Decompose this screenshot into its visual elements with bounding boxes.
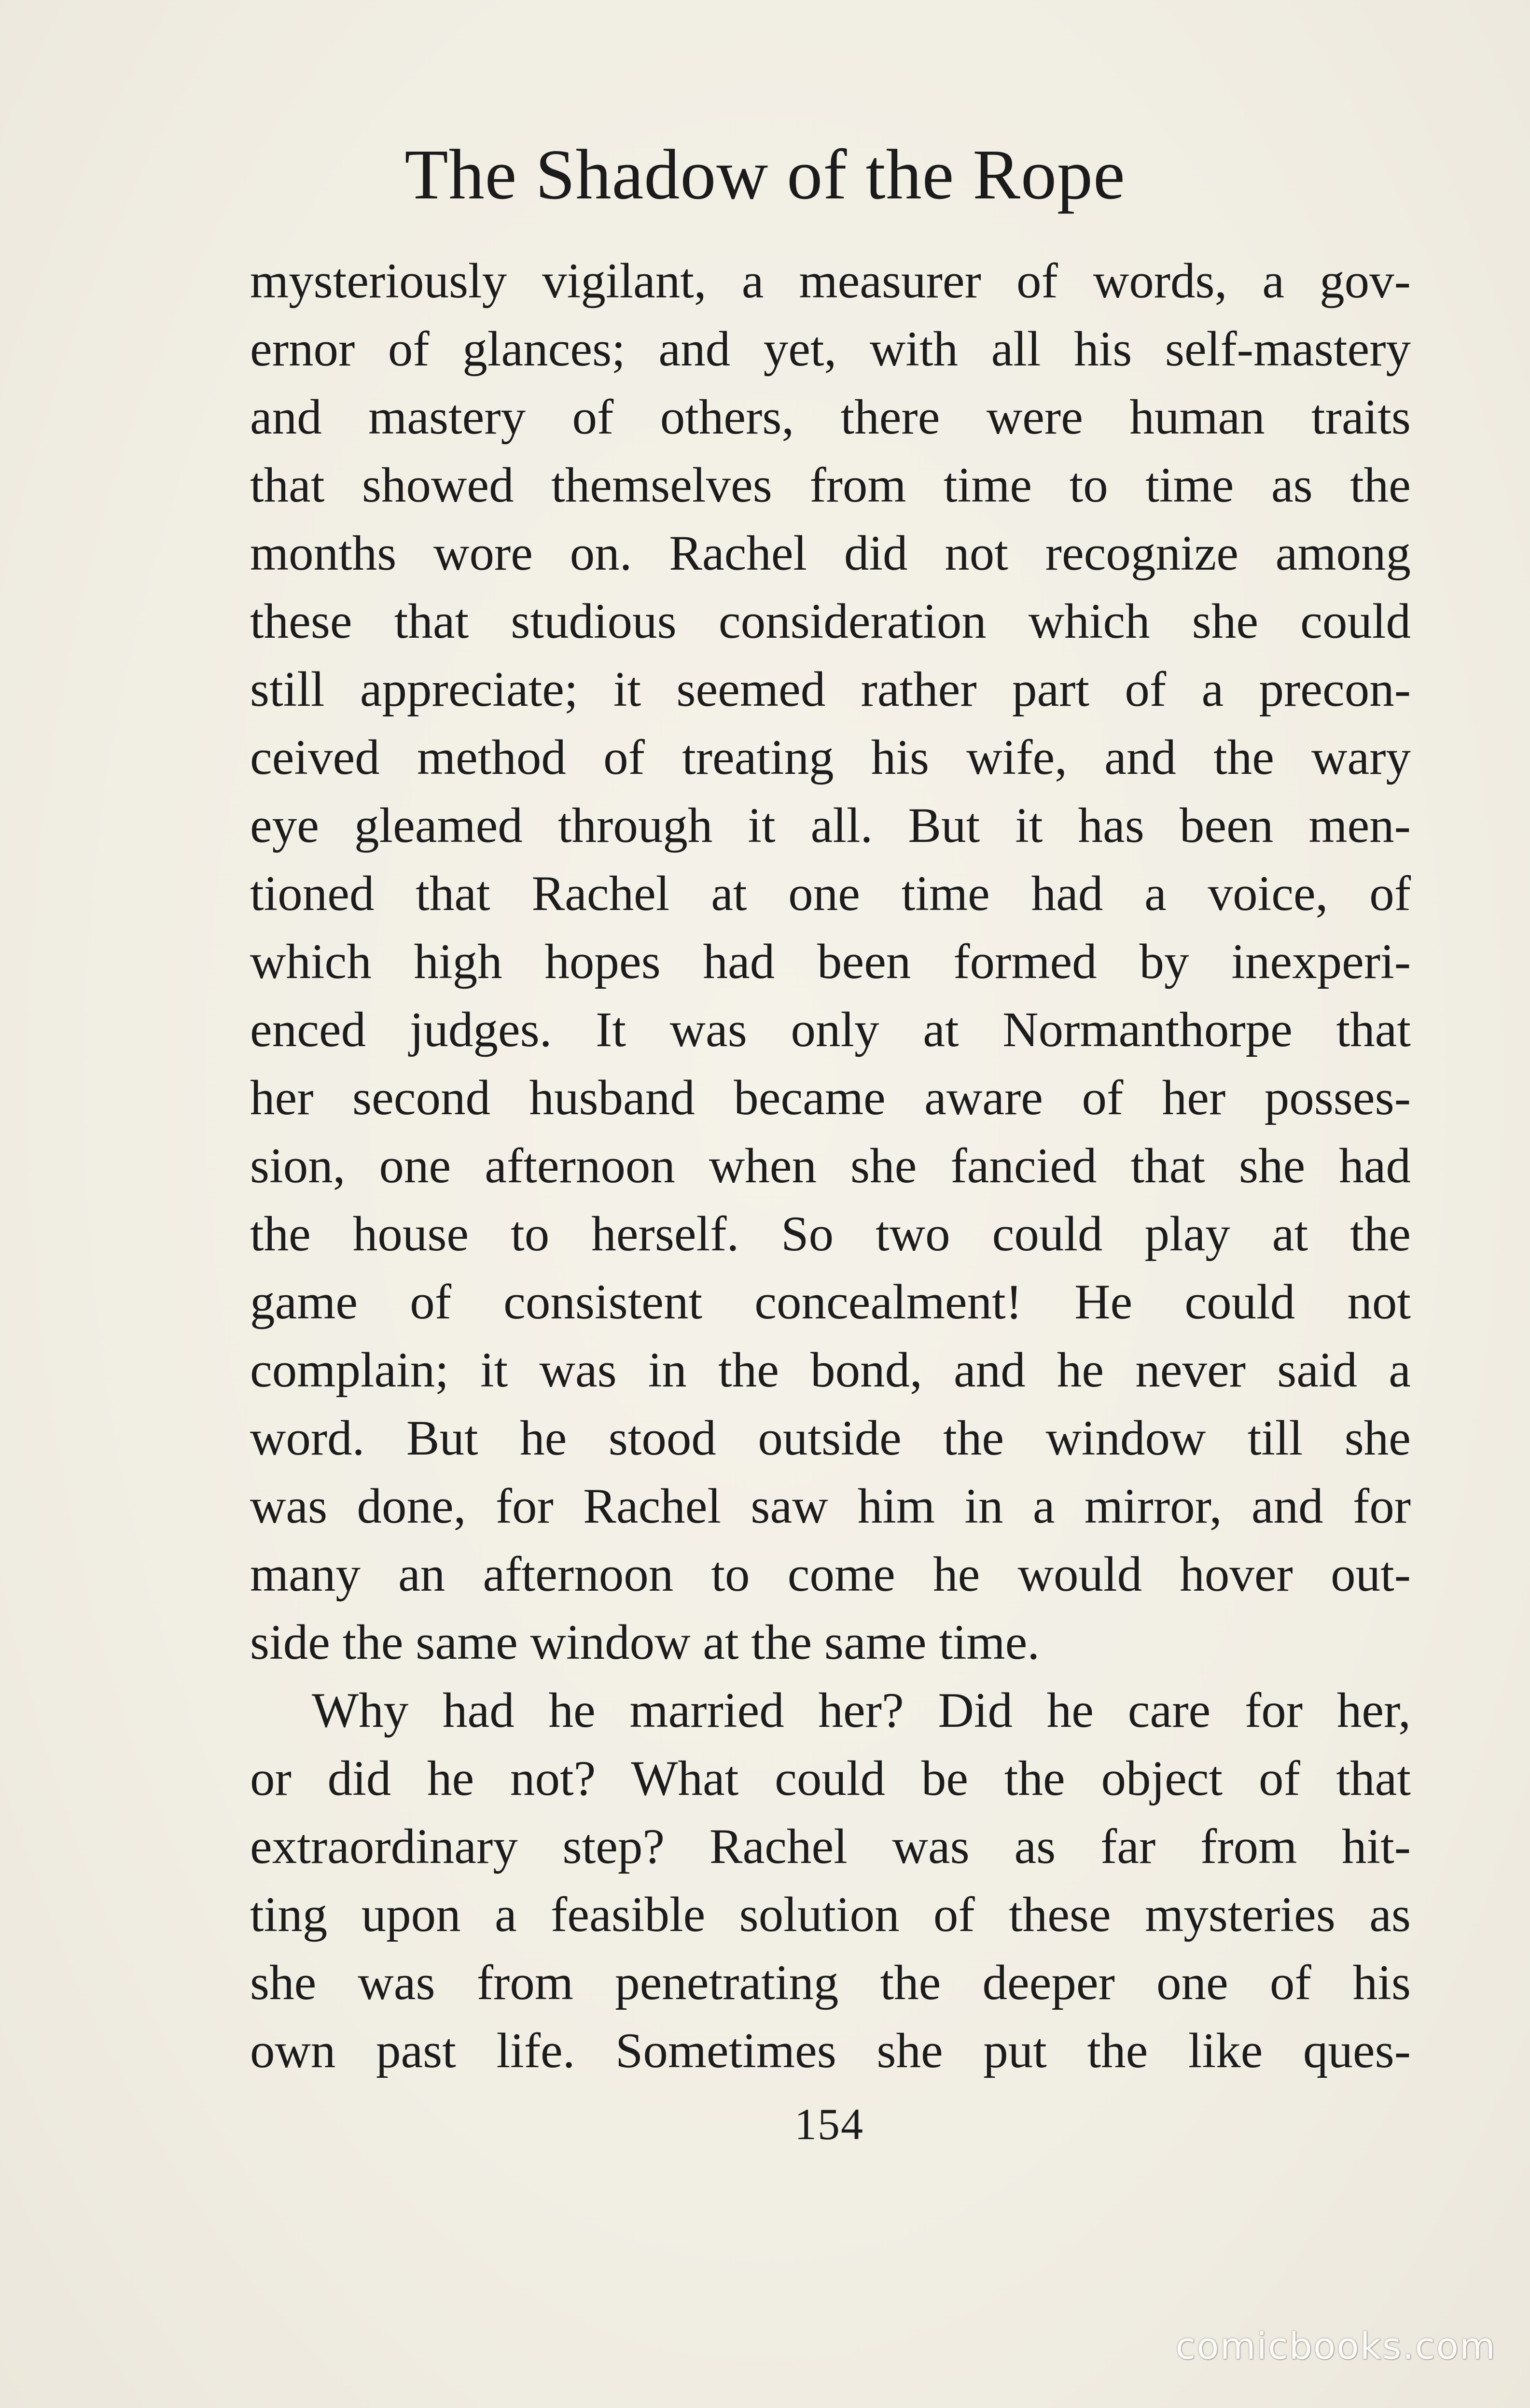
text-line: she was from penetrating the deeper one of his [250,1955,1411,2010]
text-line: her second husband became aware of her posses- [250,1070,1411,1125]
text-line: these that studious consideration which she could [250,594,1411,649]
body-text [250,247,1411,2085]
text-line: mysteriously vigilant, a measurer of words, a gov- [250,253,1411,308]
text-line: that showed themselves from time to time as the [250,458,1411,513]
text-line: extraordinary step? Rachel was as far from hit- [250,1819,1411,1874]
text-line: game of consistent concealment! He could not [250,1274,1411,1330]
running-head: The Shadow of the Rope [404,135,1126,214]
watermark: comicbooks.com [1175,2324,1496,2367]
text-line: complain; it was in the bond, and he never said a [250,1343,1411,1398]
paragraph-start-line: Why had he married her? Did he care for her, [312,1683,1411,1738]
text-line: word. But he stood outside the window till she [250,1411,1411,1466]
text-line: or did he not? What could be the object of that [250,1751,1411,1806]
text-line: tioned that Rachel at one time had a voice, of [250,866,1411,921]
text-line: which high hopes had been formed by inexperi- [250,934,1411,989]
page-number: 154 [794,2100,864,2149]
text-line: ceived method of treating his wife, and the wary [250,730,1411,785]
text-line: months wore on. Rachel did not recognize among [250,526,1411,581]
text-line: enced judges. It was only at Normanthorpe that [250,1002,1411,1057]
text-line: still appreciate; it seemed rather part of a precon- [250,662,1411,717]
paragraph-end-line: side the same window at the same time. [250,1615,1040,1670]
text-line: was done, for Rachel saw him in a mirror, and for [250,1479,1411,1534]
text-line: many an afternoon to come he would hover out- [250,1547,1411,1602]
text-line: ernor of glances; and yet, with all his self-mastery [250,322,1411,377]
text-line: eye gleamed through it all. But it has been men- [250,798,1411,853]
text-line: own past life. Sometimes she put the like ques- [250,2023,1411,2078]
text-line: the house to herself. So two could play at the [250,1206,1411,1261]
text-line: ting upon a feasible solution of these mysteries as [250,1887,1411,1942]
text-line: and mastery of others, there were human traits [250,390,1411,445]
text-line: sion, one afternoon when she fancied that she had [250,1138,1411,1193]
